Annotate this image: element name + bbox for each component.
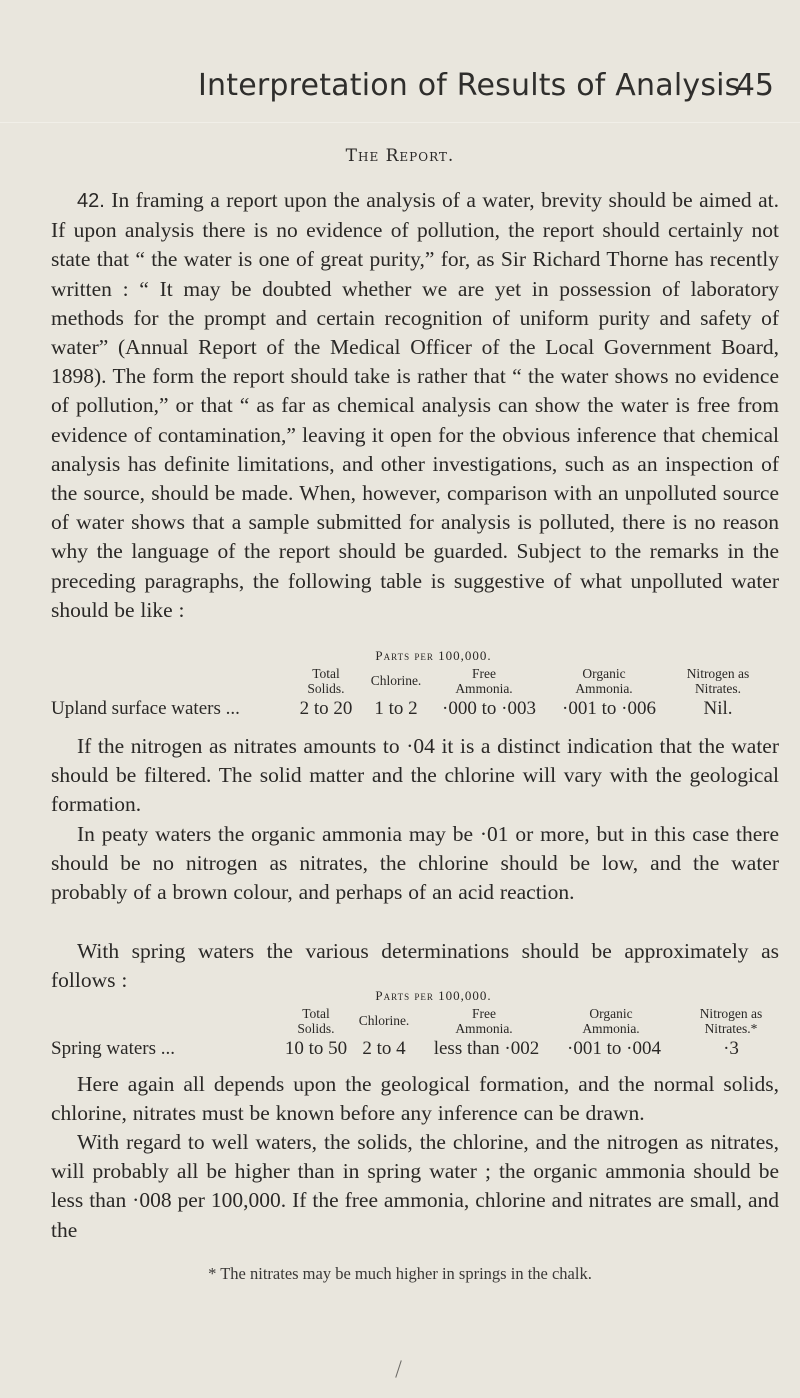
footnote: * The nitrates may be much higher in springs in the chalk. — [208, 1264, 592, 1283]
cell-chlorine: 1 to 2 — [374, 698, 418, 719]
header-line: Nitrogen as — [686, 666, 750, 681]
header-line: Organic — [589, 1006, 633, 1021]
header-free-ammonia — [419, 1006, 549, 1036]
spring-waters-table — [51, 988, 786, 1068]
header-total-solids — [301, 666, 351, 696]
cell-chlorine: 2 to 4 — [362, 1038, 406, 1059]
row-label: Upland surface waters ... — [51, 698, 240, 719]
header-free-ammonia — [429, 666, 539, 696]
header-line: Nitrates.* — [704, 1021, 758, 1036]
header-line: Free — [472, 1006, 496, 1021]
running-header — [0, 0, 800, 120]
section-heading: The Report. — [345, 146, 455, 166]
paragraph-number: 42. — [77, 190, 105, 212]
running-title: Interpretation of Results of Analysis — [198, 68, 741, 103]
header-line: Total — [312, 666, 340, 681]
upland-waters-table — [51, 648, 786, 728]
paragraph-nitrates: If the nitrogen as nitrates amounts to ·04 it is a distinct indication that the water should be filtered. The solid matter and the chlorine will vary with the geological formation. — [51, 734, 779, 817]
header-line: Nitrates. — [694, 681, 742, 696]
header-chlorine: Chlorine. — [370, 673, 422, 688]
header-line: Free — [472, 666, 496, 681]
cell-organic-ammonia: ·001 to ·006 — [562, 698, 656, 719]
paragraph-42 — [51, 186, 779, 625]
cell-free-ammonia: less than ·002 — [433, 1038, 540, 1059]
header-chlorine: Chlorine. — [358, 1013, 410, 1028]
cell-total-solids: 2 to 20 — [299, 698, 353, 719]
header-line: Ammonia. — [455, 1021, 513, 1036]
paragraph-geology: Here again all depends upon the geological formation, and the normal solids, chlorine, nitrates must be known before any inference can be drawn. — [51, 1072, 779, 1126]
header-total-solids — [291, 1006, 341, 1036]
paragraph-spring: With spring waters the various determinations should be approximately as follows : — [51, 939, 779, 993]
header-line: Ammonia. — [575, 681, 633, 696]
cell-organic-ammonia: ·001 to ·004 — [567, 1038, 661, 1059]
cell-free-ammonia: ·000 to ·003 — [442, 698, 536, 719]
header-divider — [0, 122, 800, 123]
header-line: Total — [302, 1006, 330, 1021]
header-organic-ammonia — [549, 666, 659, 696]
row-label: Spring waters ... — [51, 1038, 176, 1059]
header-line: Solids. — [307, 681, 345, 696]
cell-nitrogen-nitrates: Nil. — [703, 698, 733, 719]
header-line: Ammonia. — [582, 1021, 640, 1036]
cell-total-solids: 10 to 50 — [284, 1038, 348, 1059]
header-organic-ammonia — [551, 1006, 671, 1036]
header-line: Organic — [582, 666, 626, 681]
paragraph-well-waters: With regard to well waters, the solids, the chlorine, and the nitrogen as nitrates, will probably all be higher than in spring water ; the organic ammonia should be less than ·008 per 100,000. If the free ammonia, chlorine and nitrates are small, and the — [51, 1130, 779, 1242]
page-number: 45 — [735, 68, 774, 103]
cell-nitrogen-nitrates: ·3 — [723, 1038, 739, 1059]
header-nitrogen-nitrates — [663, 666, 773, 696]
stray-mark — [395, 1360, 402, 1377]
table-units-caption: Parts per 100,000. — [375, 988, 492, 1003]
paragraph-peaty: In peaty waters the organic ammonia may be ·01 or more, but in this case there should be no nitrogen as nitrates, the chlorine should be low, and the water probably of a brown colour, and perhaps of an acid reaction. — [51, 822, 779, 905]
paragraph-42-text: In framing a report upon the analysis of a water, brevity should be aimed at. If upon analysis there is no evidence of pollution, the report should certainly not state that “ the water is one of great purity,” for, as Sir Richard Thorne has recently written : “ It may be doubted whether we are yet in possession of laboratory methods for the prompt and certain recognition of uniform purity and safety of water” (Annual Report of the Medical Officer of the Local Government Board, 1898). The form the report should take is rather that “ the water shows no evidence of pollution,” or that “ as far as chemical analysis can show the water is free from evidence of contamination,” leaving it open for the obvious inference that chemical analysis has definite limitations, and other investigations, such as an inspection of the source, should be made. When, however, comparison with an unpolluted source of water shows that a sample submitted for analysis is polluted, there is no reason why the language of the report should be guarded. Subject to the remarks in the preceding paragraphs, the following table is suggestive of what unpolluted water should be like : — [51, 188, 780, 622]
header-line: Ammonia. — [455, 681, 513, 696]
header-line: Nitrogen as — [699, 1006, 763, 1021]
header-line: Solids. — [297, 1021, 335, 1036]
header-nitrogen-nitrates — [676, 1006, 786, 1036]
table-units-caption: Parts per 100,000. — [375, 648, 492, 663]
